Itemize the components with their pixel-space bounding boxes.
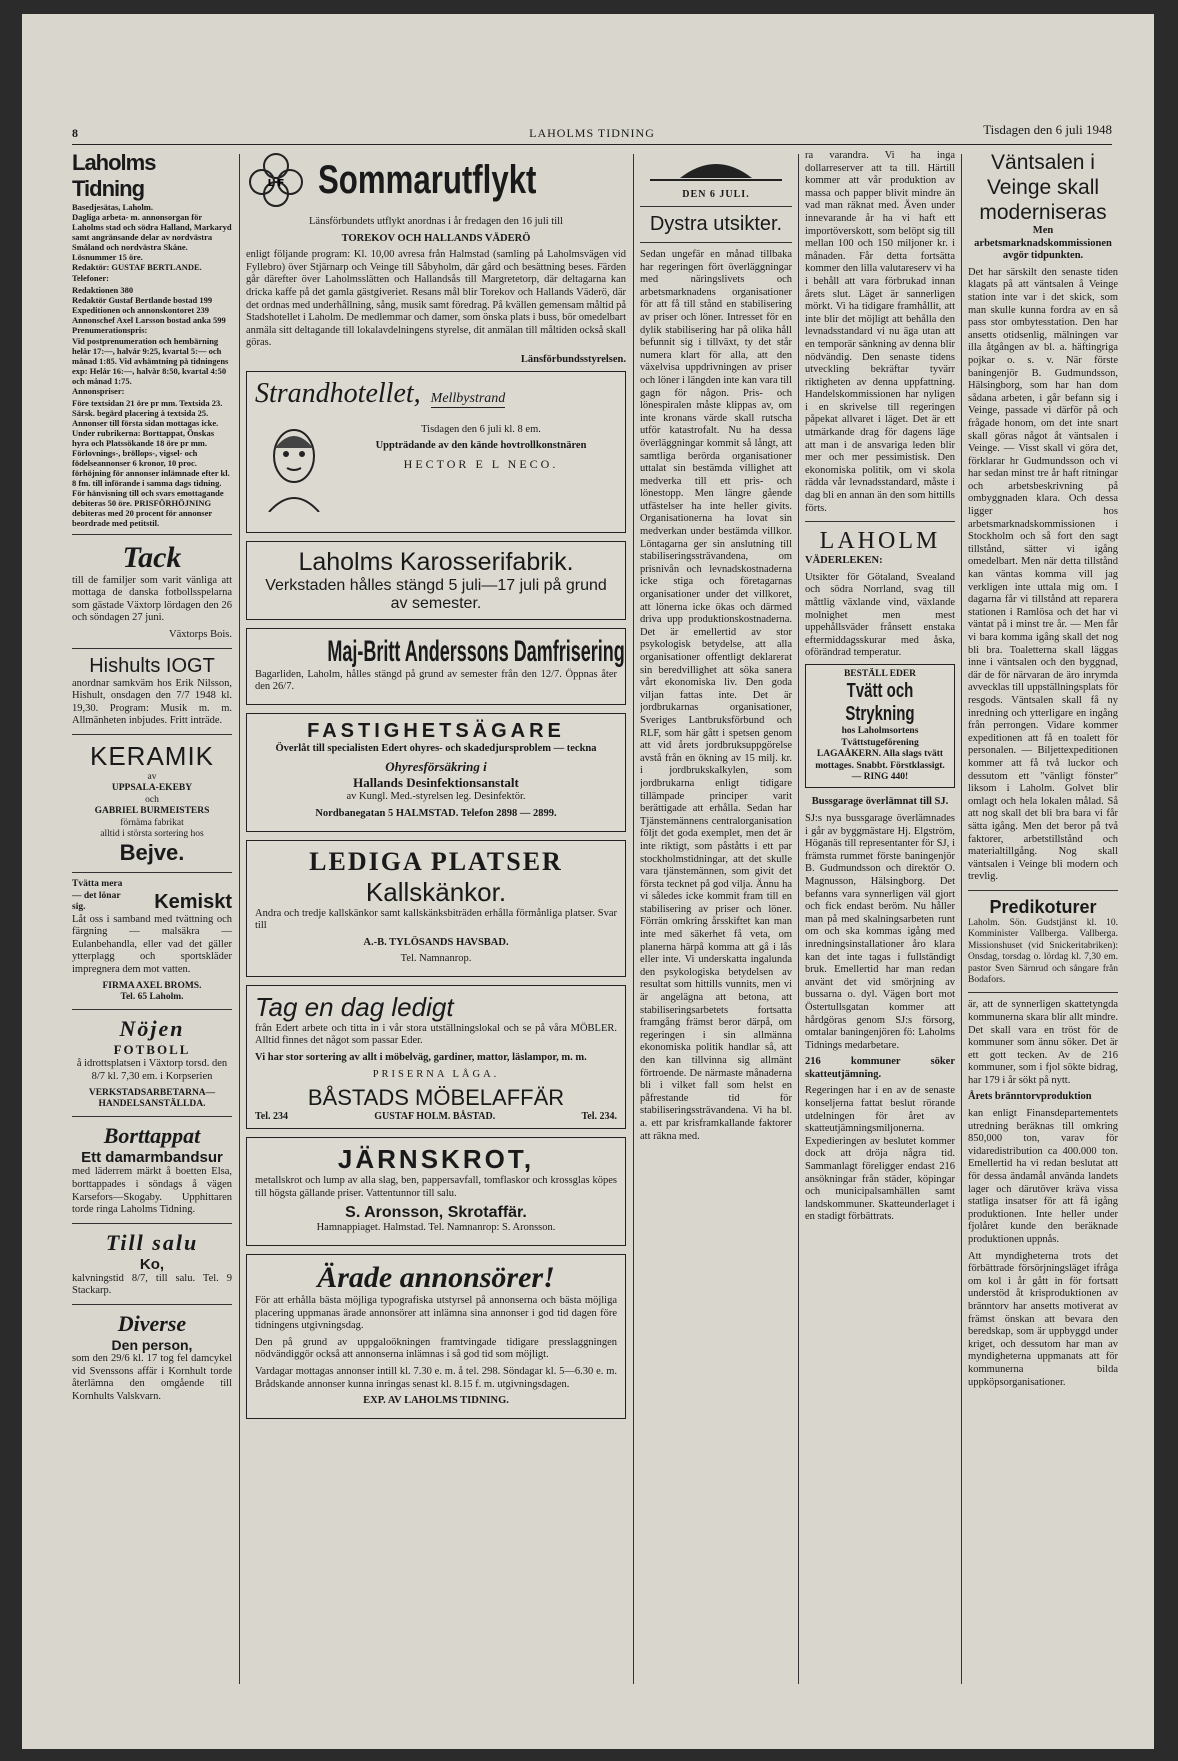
issue-date: Tisdagen den 6 juli 1948 [983,122,1112,137]
lediga-ad [246,840,626,977]
arade-title: Ärade annonsörer! [317,1261,555,1295]
masthead: Laholms Tidning [72,150,156,201]
tvatt-text: hos Laholmsortens Tvättstugeförening LAGAÅKERN. Alla slags tvätt mottages. Snabbt. Förstklassigt. — RING 440! [815,726,945,782]
kemiskt-sign: FIRMA AXEL BROMS. Tel. 65 Laholm. [102,980,202,1002]
page-number: 8 [72,126,78,140]
page-header [72,118,1112,145]
sommar-text: enligt följande program: Kl. 10,00 avresa från Halmstad (samling på Laholmsvägen vid Fyllebro) över Stjärnarp och Veinge till Såbyholm, där gård och besättning beses. Färden går därefter över Laholmsslätten och Hallandsås till Margretetorp, där deltagarna kan dricka kaffe på det gamla gästgiveriet. Resans mål blir Torekov och Hallands Väderö, där det ordnas med underhållning, sång, musik samt föredrag. På kvällen gemensam måltid på Stadshotellet i Laholm. De medlemmar och damer, som önska plats i buss, bör omedelbart anmäla sitt deltagande till lokalavdelningens styrelse, dit anmälan till måltiden också skall göras. [246,249,626,349]
ko-title: Ko, [139,1255,165,1273]
fastighet-firm: Hallands Desinfektionsanstalt [353,775,519,791]
ledigt-ad [246,985,626,1129]
column-rule [239,154,240,1684]
jarn-text: metallskrot och lump av alla slag, ben, pappersavfall, tomflaskor och krossglas köpes till högsta gällande priser. Vattentunnor till salu. [255,1175,617,1199]
jarn-firm: S. Aronsson, Skrotaffär. [345,1204,527,1222]
bastad-title: BÅSTADS MÖBELAFFÄR [307,1085,565,1111]
sommar-sign: Länsförbundsstyrelsen. [520,353,626,365]
karosseri-title: Laholms Karosserifabrik. [298,547,574,576]
arets-text: kan enligt Finansdepartementets utredning beräknas till omkring 850,000 ton, varav för vidaredistribution ca 400.000 ton. Emellertid ha vi redan beslutat att för dessa ändamål använda landets lager och därutöver kräva vissa statliga insatser för att få igång produktionen. Inte heller under fjolåret kunde den beräknade produktionen uppnås. [968,1108,1118,1245]
column-3 [640,150,792,1690]
kemiskt-pre: Tvätta mera — det lönar sig. [72,879,123,913]
arets-title: Årets bränntorvproduktion [968,1091,1092,1103]
paper-name: LAHOLMS TIDNING [529,126,655,140]
lediga-title: LEDIGA PLATSER [309,846,563,876]
column-rule [961,154,962,1684]
tvatt-pre: BESTÄLL EDER [843,668,917,679]
strand-title: Strandhotellet, [255,377,421,409]
column-4 [805,150,955,1690]
ko-text: kalvningstid 8/7, till salu. Tel. 9 Stackarp. [72,1272,232,1297]
strand-ad [246,371,626,533]
clover-logo-icon [246,150,306,210]
fastighet-title: FASTIGHETSÄGARE [307,719,565,742]
skatt-title: 216 kommuner söker skatteutjämning. [805,1056,955,1080]
laholm-title: LAHOLM [819,528,941,555]
fotboll-text: å idrottsplatsen i Växtorp torsd. den 8/7 kl. 7,30 em. i Korpserien [76,1058,228,1082]
myndighet-text: Att myndigheterna trots det förbättrade försörjningsläget ifråga om kol i år gått in för fortsatt understöd åt krisproduktionen av bränntorv har ansetts motiverat av främst önskan att bevara den beredskap, som är uppbyggd under kriget, och dessutom har man av myndigheterna uppmanats att för kommunerna bilda uppköpsorganisationer. [968,1250,1118,1388]
column-5 [968,150,1118,1690]
jarn-title: JÄRNSKROT, [337,1144,535,1175]
vaderleken-title: VÄDERLEKEN: [805,555,883,567]
nojen-title: Nöjen [119,1016,185,1042]
fotboll-title: FOTBOLL [113,1042,191,1058]
strand-place: Mellbystrand [430,390,506,406]
fastighet-ad [246,713,626,832]
karosseri-text: Verkstaden hålles stängd 5 juli—17 juli på grund av semester. [265,576,607,612]
editor-line: Redaktör: GUSTAF BERTLANDE. [72,262,202,272]
annons-text: Före textsidan 21 öre pr mm. Textsida 23. Särsk. begärd placering å textsida 25. Annonser till första sidan mottagas icke. Under rubrikerna: Borttappat, Önskas hyra och Platssökande 18 öre pr mm. Förlovnings-, bröllops-, vigsel- och födelseannonser 6 kronor, 10 proc. förhöjning för annonser inlämnade efter kl. 8 fm. till införande i samma dags tidning. För hänvisning till och svars emottagande debiteras 50 öre. PRISFÖRHÖJNING debiteras med 20 procent för annonser beordrade med petitstil. [72,397,230,528]
newspaper-page [22,14,1154,1749]
vantsalen-text: Det har särskilt den senaste tiden klagats på att väntsalen å Veinge station inte var i det skick, som man skulle kunna fordra av en så pass stor ombytesstation. Den har ansetts otidsenlig, mälningen var illa åtgången av bl. a. häftingriga pojkar o. s. v. När förste baningenjör B. Gudmundsson, Hälsingborg, som har han dom sådana arbeten, i går befann sig i Veinge, passade vi därför på och frågade honom, om det inte snart skall göras något åt väntsalen i Veinge. — Visst skall vi göra det, förklarar hr Gudmundsson och vi har sedan minst tre år haft ritningar och arbetsbeskrivning på ombyggnaden klara. Och dessa ligger hos arbetsmarknadskommissionen i Stockholm och så fort den sagt tillstånd, sätter vi igång omedelbart. Men när detta tillstånd kan väntas komma vill jag verkligen inte uttala mig om. I dagarna får vi tillstånd att reparera stationen i Ramlösa och det har vi väntat på i minst tre år. — Men får vi bara komma igång skall det nog bli bra. Toaletterna skall läggas inne i väntsalen och den byggnad, där de för närvaran de äro inrymda avvecklas till uppställningsplats för resgods. Väntsalen skall få ny inredning och ytterligare en ingång från perrongen. Vidare kommer expeditionen att få en toalett för personalen. — Biljettexpeditionen kommer att få två luckor och dessutom ett "vänligt fönster" liksom i Laholm. Golvet blir omlagt och hela lokalen målad. Så att nog skall det bli bra bara vi får sätta igång. Men det beror på två faktorer, arbetstillstånd och materialtillgång. Nog skall väntsalen i Veinge bli modern och trevlig. [968,266,1118,883]
date-vignette-icon [640,150,792,184]
fotboll-teams: VERKSTADSARBETARNA— HANDELSANSTÄLLDA. [88,1087,216,1109]
arade-text1: För att erhålla bästa möjliga typografiska utstyrsel på annonserna och bästa möjliga placering uppmanas ärade annonsörer att inlämna sina annonser i god tid dagen före tidningens utgivningsdag. [255,1295,617,1332]
kall-sign2: Tel. Namnanrop. [400,953,472,965]
kall-text: Andra och tredje kallskänkor samt kallskänksbiträden erhålla förmånliga platser. Svar till [255,907,617,932]
col4-top-text: ra varandra. Vi ha inga dollarreserver att ta till. Härtill kommer att vår produktion av massa och papper blivit mindre än vad man räknat med. Även under innevarande år ha vi haft ett importöverskott, som belöpt sig till mellan 100 och 150 miljoner kr. i månaden. Får detta fortsätta kommer den lilla valutareserv vi ha i behåll att vara förbrukad innan årets slut. Läget är sannerligen mörkt. Vi ha tidigare framhållit, att inte blir det möjligt att behålla den levnadsstandard vi nu äga utan att en temporär sänkning av denna blir nödvändig. Den senaste tidens utveckling bekräftar tyvärr riktigheten av denna uppfattning. Handelskommissionen har nyligen i en skrivelse till regeringen påpekat allvaret i läget. Det är ett utmärkande drag för dagens läge att man i de ansvariga leden blir mer och mer pessimistisk. Den ekonomiska politik, om vi skola rädda vår levnadsstandard, måste i dag bli en annan än den som hittills förts. [805,150,955,514]
svg-text:L F: L F [267,178,285,189]
keramik-title: KERAMIK [89,740,215,771]
karosseri-ad [246,541,626,620]
ledigt-text2: Vi har stor sortering av allt i möbelväg, gardiner, mattor, läslampor, m. m. [255,1052,587,1064]
prices-title: Prenumerationspris: [72,324,148,335]
tack-sign: Växtorps Bois. [169,629,232,640]
arade-sign: EXP. AV LAHOLMS TIDNING. [363,1395,509,1407]
annons-title: Annonspriser: [72,386,125,397]
arade-ad [246,1254,626,1419]
column-rule [798,154,799,1684]
keramik-lines: av UPPSALA-EKEBY och GABRIEL BURMEISTERS förnäma fabrikat alltid i största sortering hos [94,771,210,839]
damfrisering-title: Maj-Britt Anderssons Damfrisering [327,634,625,668]
kemiskt-text: Låt oss i samband med tvättning och färgning — malsäkra — Eulanbehandla, eller vad det gäller ytterplagg och sportskläder impregnera dem mot vatten. [72,913,232,975]
damfrisering-text: Bagarliden, Laholm, hålles stängd på grund av semester från den 12/7. Öppnas åter den 26/7. [255,668,617,693]
bastad-owner: GUSTAF HOLM. BÅSTAD. [374,1111,496,1123]
iogt-text: anordnar samkväm hos Erik Nilsson, Hishult, onsdagen den 7/7 1948 kl. 19,30. Program: Musik m. m. Allmänheten inbjudes. Fritt inträde. [72,677,232,727]
column-2 [246,150,626,1690]
dystra-title: Dystra utsikter. [649,213,783,235]
prices-text: Vid postprenumeration och hembärning helår 17:—, halvår 9:25, kvartal 5:— och månad 1:85. Vid avhämtning på tidningens exp: Helår 16:—, halvår 8:50, kvartal 4:50 och månad 1:75. [72,336,229,387]
sommar-dest: TOREKOV OCH HALLANDS VÄDERÖ [341,232,531,244]
borttappat-title: Borttappat [103,1123,201,1149]
arade-text2: Den på grund av uppgaloökningen framtvingade tidigare presslaggningen nödvändiggör också att annonserna inlämnas i så god tid som möjligt. [255,1336,617,1361]
fastighet-text: Överlåt till specialisten Edert ohyres- och skadedjursproblem — tecknа [275,742,597,754]
predikoturer-text: Laholm. Sön. Gudstjänst kl. 10. Komminister Vallberga. Vallberga. Missionshuset (vid Snickeritabriken): Onsdag, torsdag o. lördag kl. 7,30 em. pastor Sven Särnrud och sångare från Bodafors. [968,917,1118,985]
den-person-text: som den 29/6 kl. 17 tog fel damcykel vid Svenssons affär i Kornhult torde återlämna den omgående till Kornhults Valskvarn. [72,1352,232,1402]
jarn-addr: Hamnappiaget. Halmstad. Tel. Namnanrop: S. Aronsson. [316,1222,556,1234]
vaderleken-text: Utsikter för Götaland, Svealand och södra Norrland, svag till måttlig växlande vind, växlande molnighet men mest uppehållsväder frånsett enstaka eftermiddagsskurar med åska, oförändrad temperatur. [805,571,955,659]
strand-date: Tisdagen den 6 juli kl. 8 em. [421,423,541,435]
column-1 [72,150,232,1690]
damfrisering-ad [246,628,626,705]
iogt-title: Hishults IOGT [89,654,215,677]
kemiskt-title: Kemiskt [154,890,232,913]
phones-list: Redaktionen 380 Redaktör Gustaf Bertlande bostad 199 Expeditionen och annonskontoret 239 Annonschef Axel Larsson bostad anka 599 [72,284,226,325]
damarmband-title: Ett damarmbandsur [81,1149,223,1167]
tvatt-title: Tvätt och Strykning [845,680,915,726]
date-label: DEN 6 JULI. [682,189,750,200]
tvatt-ad [805,664,955,788]
dystra-text: Sedan ungefär en månad tillbaka har regeringen fört överläggningar med näringslivets och arbetsmarknadens organisationer för att få till stånd en stabilisering av priser och löner. Intresset för en dylik stabilisering har på olika håll befunnit sig i tillväxt, ty det står numera klart för alla, att den växelvisa uppdrivningen av priser och löner i längden inte kan vara till gagn för någon. Pris- och lönespiralen måste klippas av, om inte kronans värde skall rutscha utför katastrofalt. Nu ha dessa överläggningar kommit så långt, att samtliga berörda organisationer uttalat sin bestämda villighet att medverka till ett pris- och lönestopp. Men längre gående utfästelser ha inte heller givits. Organisationerna ha lovat sin medverkan under bestämda villkor. Löntagarna ger sin anslutning till stabiliseringssträvandena, om prisnivån och levnadskostnaderna icke stiga och företagarnas organisationer under det villkoret, att lönerna icke ökas och därmed driva upp produktionskostnaderna. Det är emellertid av stor psykologisk betydelse, att alla organisationer offentligt deklarerat sin beredvillighet att söka sanera vårt ekonomiska liv. Den goda viljan fattas inte. Det är jordbrukarnas organisationer, Sveriges Lantbruksförbund och RLF, som här gått i spetsen genom att vid årets jordbruksuppgörelse avstå från en ökning av 15 milj. kr. i jordbrukskalkylen, som jordbrukarna enligt tidigare tillämpade principer varit berättigade att erhålla. Sedan har Tjänstemännens centralorganisation följt det goda exemplet, men det är inte riktigt, som påståtts i ett par stockholmstidningar, att det skulle vara tjänstemännen, som givit det första tecknet på god vilja. Ännu ha vi således icke kommit fram till en stabilisering av priser och löner. Förrän omkring årsskiftet kan man inte med säkerhet få veta, om planerna härpå komma att gå i lås eller inte. Vi underskatta ingalunda den psykologiska betydelsen av resultat som hittills vunnits, men vi är angelägna att betona, att stabiliseringsarbetets fortsatta framgång främst beror därpå, om regeringen i sin allmänna ekonomiska politik handlar så, att den kan tillvinna sig allmänt förtroende. De närmaste månaderna bli i vilket fall som helst en påfrestande tid för stabiliseringssträvandena. Vi ha bl. a. ett par krisframkallande faktorer att räkna med. [640,249,792,1142]
vantsalen-sub: Men arbetsmarknadskommissionen avgör tidpunkten. [974,225,1112,262]
kall-title: Kallskänkor. [365,876,507,907]
strand-name: HECTOR E L NECO. [403,456,559,471]
den-person-title: Den person, [111,1336,193,1353]
skatt-text: Regeringen har i en av de senaste konseljerna fattat beslut rörande utdelningen för året av skatteutjämningsmiljonerna. Expedieringen av beslutet kommer dock att dröja några tid. Sammanlagt föreligger endast 216 ansökningar från städer, köpingar och municipalsamhällen samt landskommuner. Skatteunderlaget i en stadigt förbättrats. [805,1085,955,1223]
sj-text: SJ:s nya bussgarage överlämnades i går av byggmästare Hj. Elgström, Höganäs till representanter för SJ, i främsta rummet förste baningenjör B. Gudmundsson och direktör O. Magnusson, Hälsingborg. Det befanns vara synnerligen väl gjort och fick endast beröm. Nu håller man på med skalningsarbeten runt om och ska kommas igång med inredningsinstallationer åro klara kan det inte tagas i fullständigt bruk. Emellertid har man redan använt det vid smörjning av bussarna o. dyl. Vägen bort mot Östertullsgatan kommer att hårdgöras genom SJ:s försorg, omtalar baningenjören fö: Laholms Tidnings medarbetare. [805,813,955,1051]
fastighet-addr: Nordbanegatan 5 HALMSTAD. Telefon 2898 — 2899. [315,807,557,819]
ledigt-title: Tag en dag ledigt [255,991,454,1022]
performer-portrait-icon [259,422,329,512]
fastighet-sub: Ohyresförsäkring i [385,759,487,775]
bejve: Bejve. [119,840,185,866]
vantsalen-title: Väntsalen i Veinge skall moderniseras [979,151,1107,224]
diverse-title: Diverse [117,1310,187,1336]
tack-text: till de familjer som varit vänliga att mottaga de danska fotbollsspelarna som gästade Växtorp lördagen den 26 och söndagen 27 juni. [72,574,232,624]
tack-title: Tack [122,540,182,574]
predikoturer-title: Predikoturer [989,896,1097,917]
sommar-title: Sommarutflykt [318,157,537,202]
trivsel-text: är, att de synnerligen skattetyngda kommunerna skara blir allt mindre. Det skall vara en tröst för de kommuner som ännu söker. Det är ett gott tecken. Av de 216 kommuner, som i fjol sökte bidrag, har 179 i år sökt på nytt. [968,999,1118,1086]
sommar-heading [246,150,626,210]
strand-text: Uppträdande av den kände hovtrollkonstnären [375,440,587,452]
bastad-tel1: Tel. 234 [255,1111,288,1123]
damarmband-text: med läderrem märkt å boetten Elsa, borttappades i söndags å vägen Karsefors—Skogaby. Upphittaren torde ringa Laholms Tidning. [72,1166,232,1216]
jarn-ad [246,1137,626,1246]
arade-text3: Vardagar mottagas annonser intill kl. 7.30 e. m. å tel. 298. Söndagar kl. 5—6.30 e. m. Brådskande annonser kunna inringas senast kl. 8.15 f. m. utgivningsdagen. [255,1366,617,1390]
kall-sign1: A.-B. TYLÖSANDS HAVSBAD. [363,936,509,948]
masthead-info: Basedjesätas, Laholm. Dagliga arbeta- m. annonsorgan för Laholms stad och södra Halland, Markaryd samt angränsande delar av nordvästra Småland och nordvästra Skåne. Lösnummer 15 öre. [72,202,232,262]
column-rule [633,154,634,1684]
sj-title: Bussgarage överlämnat till SJ. [811,796,949,808]
till-salu-title: Till salu [105,1229,199,1255]
bastad-tel2: Tel. 234. [581,1111,617,1123]
ledigt-text1: från Edert arbete och titta in i vår stora utställningslokal och se på våra MÖBLER. Alltid finnes det något som passar Eder. [255,1022,617,1047]
phones-title: Telefoner: [72,273,109,284]
fastighet-auth: av Kungl. Med.-styrelsen leg. Desinfektör. [346,791,526,803]
ledigt-prices: PRISERNA LÅGA. [372,1068,500,1080]
sommar-intro: Länsförbundets utflykt anordnas i år fredagen den 16 juli till [309,216,563,227]
